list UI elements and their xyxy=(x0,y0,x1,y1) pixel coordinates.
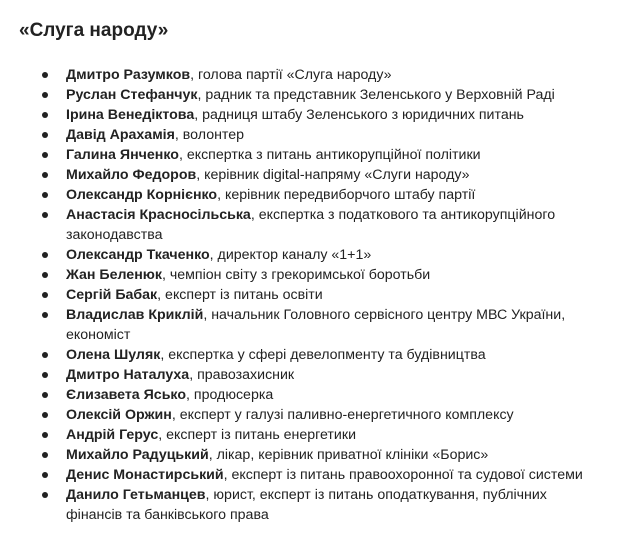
member-role: , волонтер xyxy=(174,127,245,143)
bullet-icon xyxy=(42,412,48,418)
list-item xyxy=(0,245,623,265)
bullet-icon xyxy=(42,112,48,118)
bullet-icon xyxy=(42,472,48,478)
member-name: Давід Арахамія xyxy=(66,127,175,143)
list-item xyxy=(0,165,623,185)
member-role: , експерт із питань правоохоронної та судової системи xyxy=(223,467,583,483)
member-role: , директор каналу «1+1» xyxy=(209,247,372,263)
member-name: Ірина Венедіктова xyxy=(66,107,195,123)
member-name: Олексій Оржин xyxy=(66,407,172,423)
list-item xyxy=(0,445,623,465)
member-name: Галина Янченко xyxy=(66,147,179,163)
member-role: , радник та представник Зеленського у Верховній Раді xyxy=(197,87,555,103)
member-role: , експерт у галузі паливно-енергетичного комплексу xyxy=(171,407,514,423)
bullet-icon xyxy=(42,492,48,498)
list-item xyxy=(0,145,623,165)
bullet-icon xyxy=(42,352,48,358)
list-item xyxy=(0,345,623,365)
member-name: Олександр Ткаченко xyxy=(66,247,210,263)
member-name: Жан Беленюк xyxy=(66,267,162,283)
member-name: Данило Гетьманцев xyxy=(66,487,206,503)
member-name: Сергій Бабак xyxy=(66,287,158,303)
member-role: , експертка з питань антикорупційної політики xyxy=(178,147,481,163)
bullet-icon xyxy=(42,292,48,298)
bullet-icon xyxy=(42,452,48,458)
list-item xyxy=(0,105,623,125)
bullet-icon xyxy=(42,252,48,258)
list-item xyxy=(0,125,623,145)
list-item xyxy=(0,305,623,345)
list-item xyxy=(0,405,623,425)
member-name: Олена Шуляк xyxy=(66,347,161,363)
page-title: «Слуга народу» xyxy=(19,20,169,41)
member-name: Дмитро Разумков xyxy=(66,67,191,83)
member-role: , керівник digital-напряму «Слуги народу» xyxy=(196,167,470,183)
bullet-icon xyxy=(42,192,48,198)
bullet-icon xyxy=(42,372,48,378)
bullet-icon xyxy=(42,92,48,98)
list-item xyxy=(0,65,623,85)
bullet-icon xyxy=(42,132,48,138)
list-item xyxy=(0,85,623,105)
member-role: , юрист, експерт із питань оподаткування, публічних фінансів та банківського права xyxy=(66,487,547,523)
member-name: Єлизавета Ясько xyxy=(66,387,186,403)
member-role: , експертка з податкового та антикорупційного законодавства xyxy=(66,207,556,243)
member-role: , правозахисник xyxy=(189,367,295,383)
member-role: , експертка у сфері девелопменту та будівництва xyxy=(160,347,486,363)
list-item xyxy=(0,265,623,285)
list-item xyxy=(0,285,623,305)
bullet-icon xyxy=(42,432,48,438)
member-name: Руслан Стефанчук xyxy=(66,87,198,103)
member-role: , керівник передвиборчого штабу партії xyxy=(217,187,476,203)
member-role: , начальник Головного сервісного центру МВС України, економіст xyxy=(66,307,566,343)
list-item xyxy=(0,425,623,445)
member-name: Владислав Криклій xyxy=(66,307,204,323)
member-role: , експерт із питань енергетики xyxy=(158,427,356,443)
member-name: Денис Монастирський xyxy=(66,467,224,483)
list-item xyxy=(0,205,623,245)
list-item xyxy=(0,485,623,525)
bullet-icon xyxy=(42,392,48,398)
list-item xyxy=(0,185,623,205)
bullet-icon xyxy=(42,152,48,158)
member-name: Дмитро Наталуха xyxy=(66,367,190,383)
member-role: , продюсерка xyxy=(186,387,274,403)
member-name: Михайло Федоров xyxy=(66,167,197,183)
member-name: Олександр Корнієнко xyxy=(66,187,218,203)
member-role: , чемпіон світу з грекоримської боротьби xyxy=(162,267,431,283)
member-name: Анастасія Красносільська xyxy=(66,207,251,223)
member-name: Михайло Радуцький xyxy=(66,447,209,463)
member-role: , експерт із питань освіти xyxy=(157,287,323,303)
member-role: , лікар, керівник приватної клініки «Борис» xyxy=(208,447,489,463)
member-name: Андрій Герус xyxy=(66,427,159,443)
bullet-icon xyxy=(42,72,48,78)
member-list xyxy=(0,65,623,525)
member-role: , голова партії «Слуга народу» xyxy=(190,67,392,83)
list-item xyxy=(0,465,623,485)
bullet-icon xyxy=(42,312,48,318)
member-role: , радниця штабу Зеленського з юридичних питань xyxy=(194,107,524,123)
bullet-icon xyxy=(42,212,48,218)
list-item xyxy=(0,365,623,385)
list-item xyxy=(0,385,623,405)
bullet-icon xyxy=(42,272,48,278)
bullet-icon xyxy=(42,172,48,178)
